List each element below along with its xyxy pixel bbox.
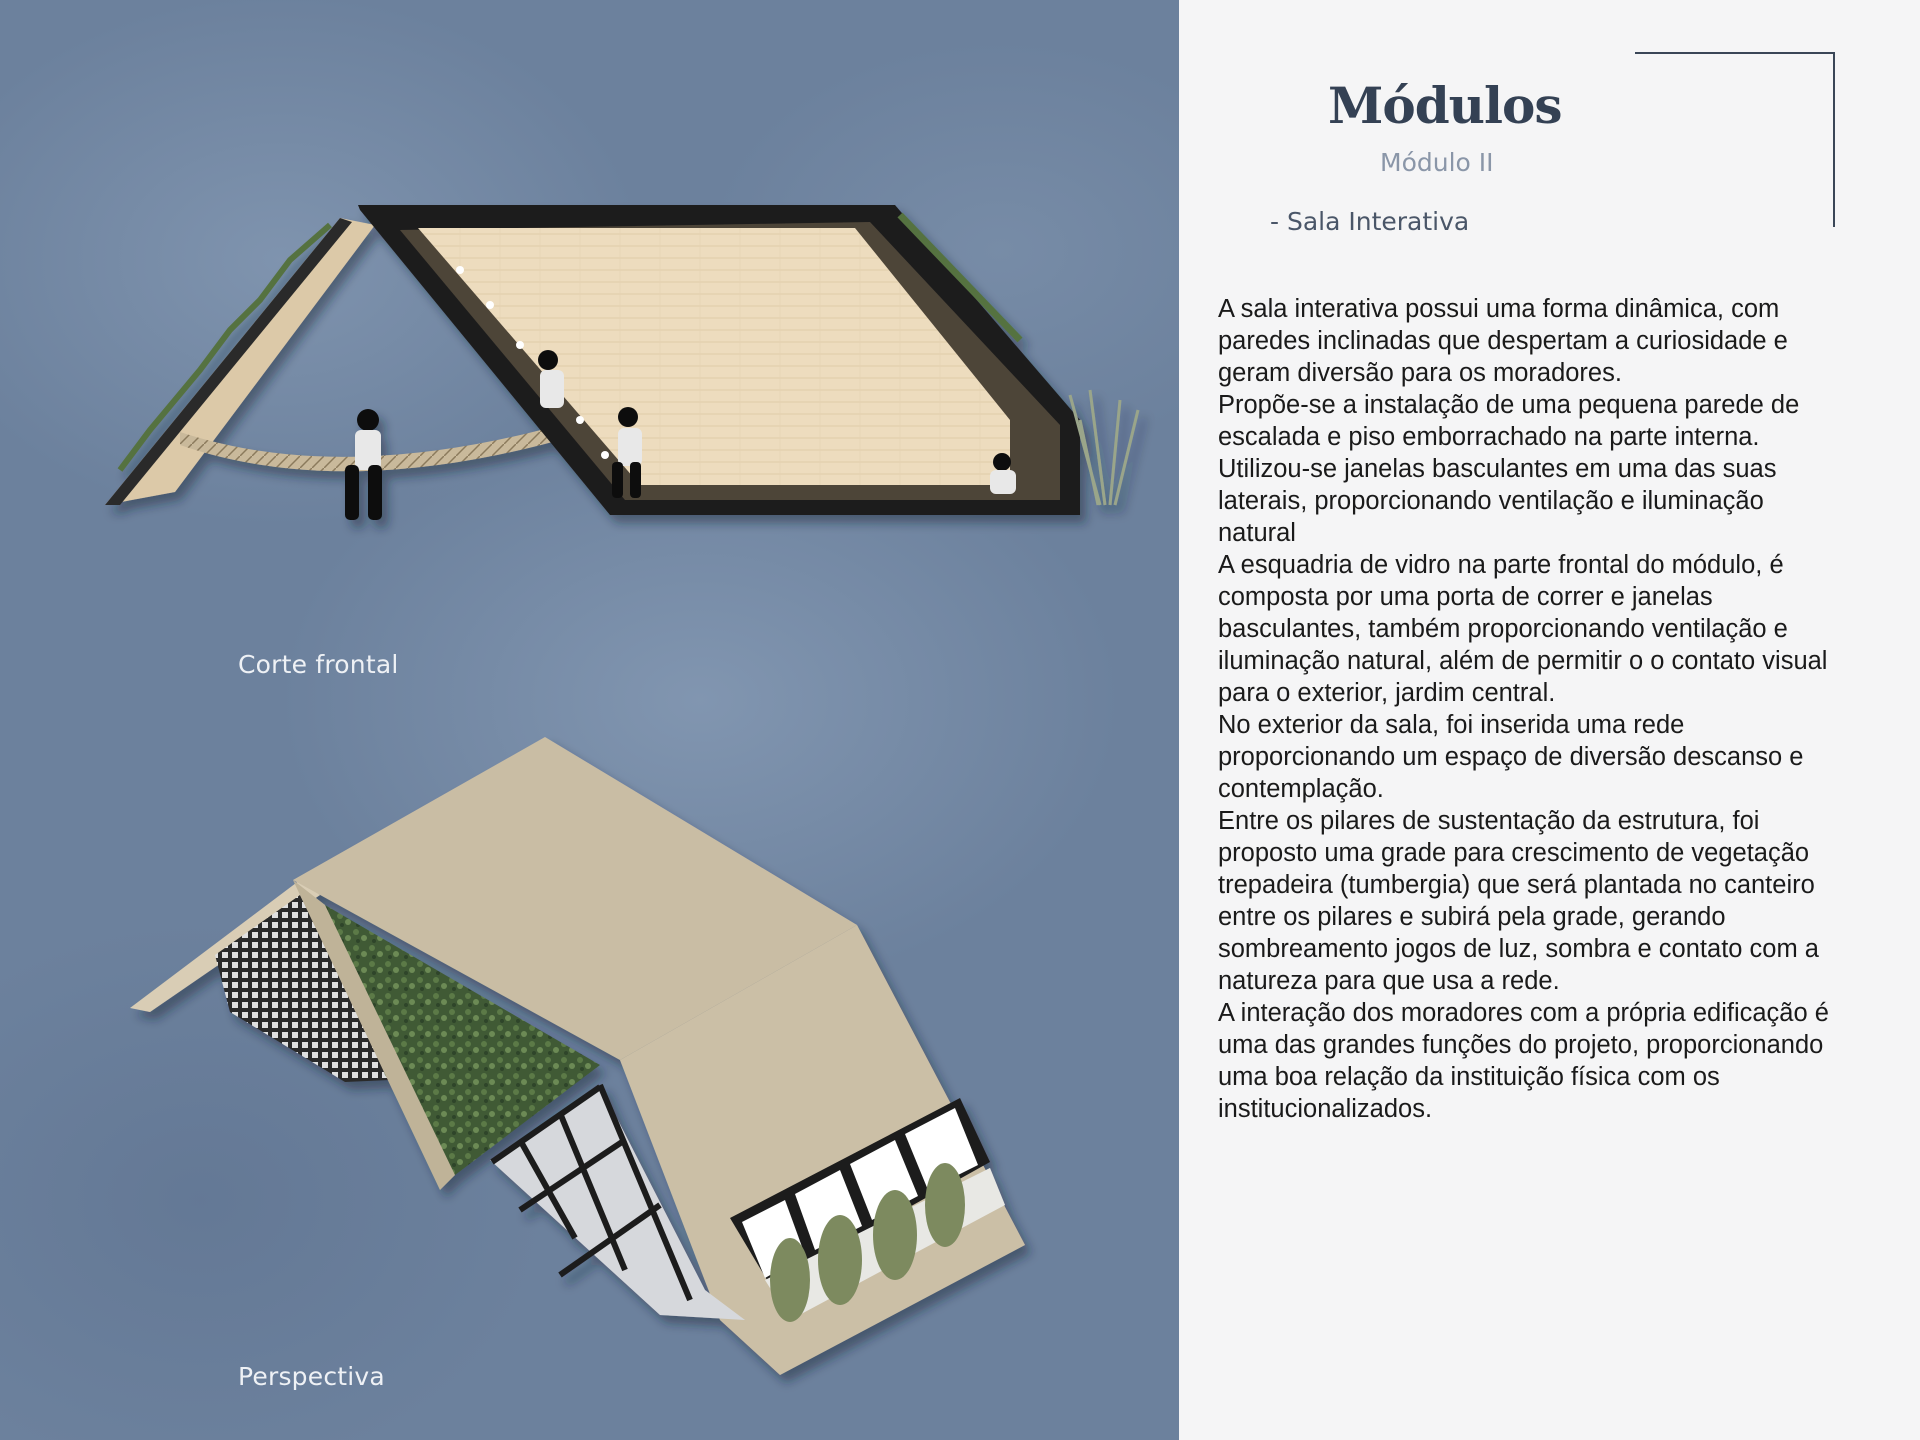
paragraph: Utilizou-se janelas basculantes em uma das suas laterais, proporcionando ventilação e iluminação natural xyxy=(1218,455,1777,547)
caption-perspective: Perspectiva xyxy=(238,1362,385,1391)
page-subtitle: Módulo II xyxy=(1380,148,1494,177)
paragraph: Propõe-se a instalação de uma pequena parede de escalada e piso emborrachado na parte interna. xyxy=(1218,391,1800,451)
page-title: Módulos xyxy=(1328,76,1562,135)
section-label: - Sala Interativa xyxy=(1270,207,1470,236)
frame-line-horizontal xyxy=(1635,52,1835,54)
section-drawing xyxy=(105,205,1138,520)
paragraph: A interação dos moradores com a própria edificação é uma das grandes funções do projeto, proporcionando uma boa relação da instituição física com os institucionalizados. xyxy=(1218,999,1829,1123)
perspective-drawing xyxy=(130,737,1025,1375)
paragraph: No exterior da sala, foi inserida uma rede proporcionando um espaço de diversão descanso e contemplação. xyxy=(1218,711,1804,803)
paragraph: A sala interativa possui uma forma dinâmica, com paredes inclinadas que despertam a curiosidade e geram diversão para os moradores. xyxy=(1218,295,1788,387)
description-text xyxy=(1218,293,1848,1125)
frame-line-vertical xyxy=(1833,52,1835,227)
paragraph: Entre os pilares de sustentação da estrutura, foi proposto uma grade para crescimento de vegetação trepadeira (tumbergia) que será plantada no canteiro entre os pilares e subirá pela grade, gerando sombreamento jogos de luz, sombra e contato com a natureza para que usa a rede. xyxy=(1218,807,1819,995)
ornamental-grass xyxy=(1070,390,1138,505)
paragraph: A esquadria de vidro na parte frontal do módulo, é composta por uma porta de correr e janelas basculantes, também proporcionando ventilação e iluminação natural, além de permitir o o contato visual para o exterior, jardim central. xyxy=(1218,551,1828,707)
caption-section: Corte frontal xyxy=(238,650,399,679)
vine-left xyxy=(120,225,330,470)
